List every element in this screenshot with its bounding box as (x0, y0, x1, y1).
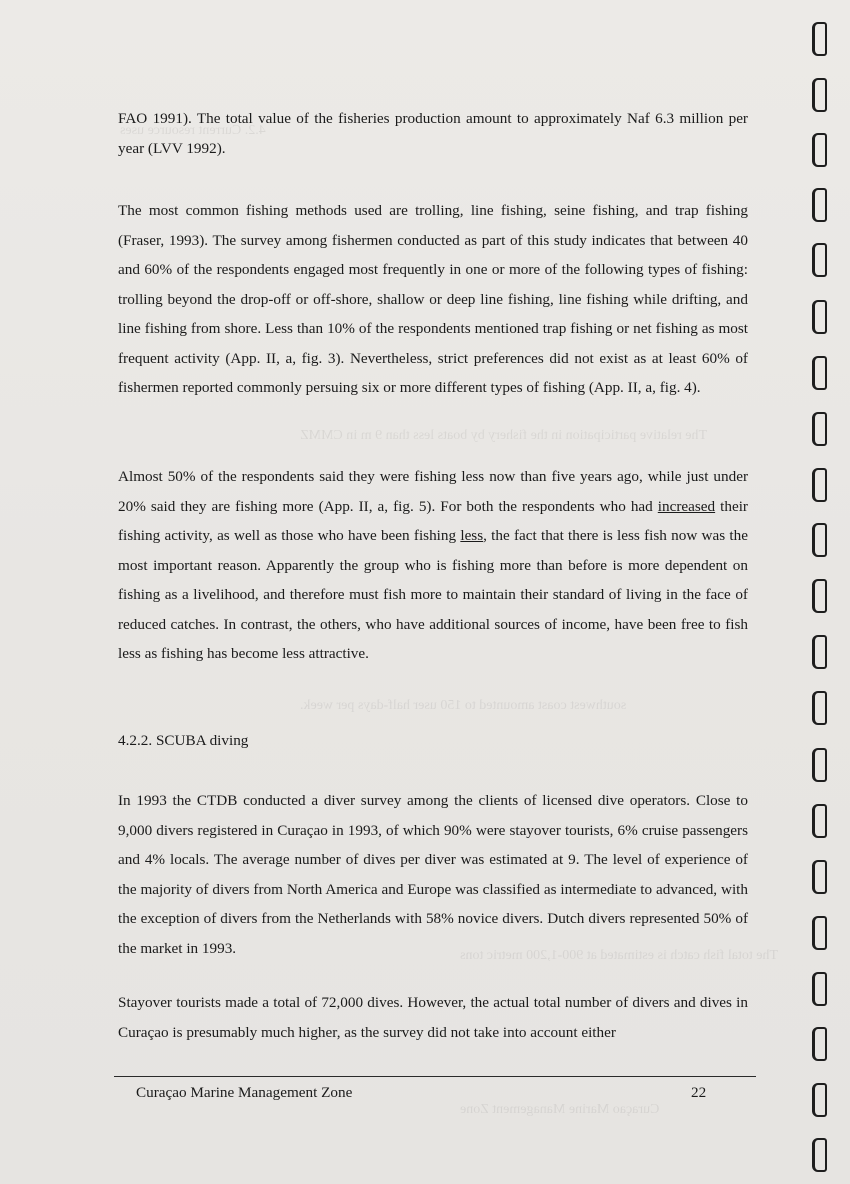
paragraph-2: The most common fishing methods used are trolling, line fishing, seine fishing, and trap fishing (Fraser, 1993). The survey among fishermen conducted as part of this study indicates that between 40 and 60% of the respondents engaged most frequently in one or more of the following types of fishing: trolling beyond the drop-off or off-shore, shallow or deep line fishing, line fishing while drifting, and line fishing from shore. Less than 10% of the respondents mentioned trap fishing or net fishing as most frequent activity (App. II, a, fig. 3). Nevertheless, strict preferences did not exist as at least 60% of fishermen reported commonly persuing six or more different types of fishing (App. II, a, fig. 4). (118, 202, 748, 396)
binding-ring (812, 412, 827, 446)
section-heading: 4.2.2. SCUBA diving (118, 732, 249, 749)
binding-ring (812, 1138, 827, 1172)
paragraph-4: In 1993 the CTDB conducted a diver survey among the clients of licensed dive operators. Close to 9,000 divers registered in Curaçao in 1993, of which 90% were stayover tourists, 6% cruise passengers and 4% locals. The average number of dives per diver was estimated at 9. The level of experience of the majority of divers from North America and Europe was classified as intermediate to advanced, with the exception of divers from the Netherlands with 58% novice divers. Dutch divers represented 50% of the market in 1993. (118, 792, 748, 957)
binding-ring (812, 78, 827, 112)
binding-ring (812, 356, 827, 390)
binding-ring (812, 1083, 827, 1117)
bleed-through: southwest coast amounted to 150 user half-days per week. (300, 698, 627, 713)
binding-ring (812, 1027, 827, 1061)
binding-ring (812, 133, 827, 167)
body-text (118, 462, 748, 669)
page-number: 22 (691, 1084, 707, 1101)
binding-ring (812, 635, 827, 669)
binding-ring (812, 916, 827, 950)
bleed-through: Curaçao Marine Management Zone (460, 1102, 660, 1117)
bleed-through: The relative participation in the fishery by boats less than 9 m in CMMZ (300, 428, 708, 443)
footer-divider (114, 1076, 756, 1077)
footer-title: Curaçao Marine Management Zone (136, 1084, 353, 1101)
spiral-binding (804, 14, 834, 1179)
bleed-through: 4.2. Current resource uses (120, 123, 266, 138)
underlined-word: less (460, 527, 484, 544)
body-text (118, 104, 748, 163)
binding-ring (812, 243, 827, 277)
binding-ring (812, 300, 827, 334)
paragraph-5: Stayover tourists made a total of 72,000 dives. However, the actual total number of divers and dives in Curaçao is presumably much higher, as the survey did not take into account either (118, 994, 748, 1041)
binding-ring (812, 579, 827, 613)
binding-ring (812, 22, 827, 56)
body-text (118, 786, 748, 963)
binding-ring (812, 691, 827, 725)
underlined-word: increased (657, 497, 716, 515)
body-text (118, 988, 748, 1047)
paragraph-1: FAO 1991). The total value of the fisheries production amount to approximately Naf 6.3 million per year (LVV 1992). (118, 110, 748, 157)
paragraph-3: Almost 50% of the respondents said they were fishing less now than five years ago, while just under 20% said they are fishing more (App. II, a, fig. 5). For both the respondents who had increased their fishing activity, as well as those who have been fishing less, the fact that there is less fish now was the most important reason. Apparently the group who is fishing more than before is more dependent on fishing as a livelihood, and therefore must fish more to maintain their standard of living in the face of reduced catches. In contrast, the others, who have additional sources of income, have been free to fish less as fishing has become less attractive. (118, 468, 748, 662)
binding-ring (812, 468, 827, 502)
binding-ring (812, 972, 827, 1006)
binding-ring (812, 748, 827, 782)
body-text (118, 196, 748, 403)
binding-ring (812, 804, 827, 838)
binding-ring (812, 860, 827, 894)
binding-ring (812, 523, 827, 557)
bleed-through: The total fish catch is estimated at 900-1,200 metric tons (460, 948, 779, 963)
binding-ring (812, 188, 827, 222)
